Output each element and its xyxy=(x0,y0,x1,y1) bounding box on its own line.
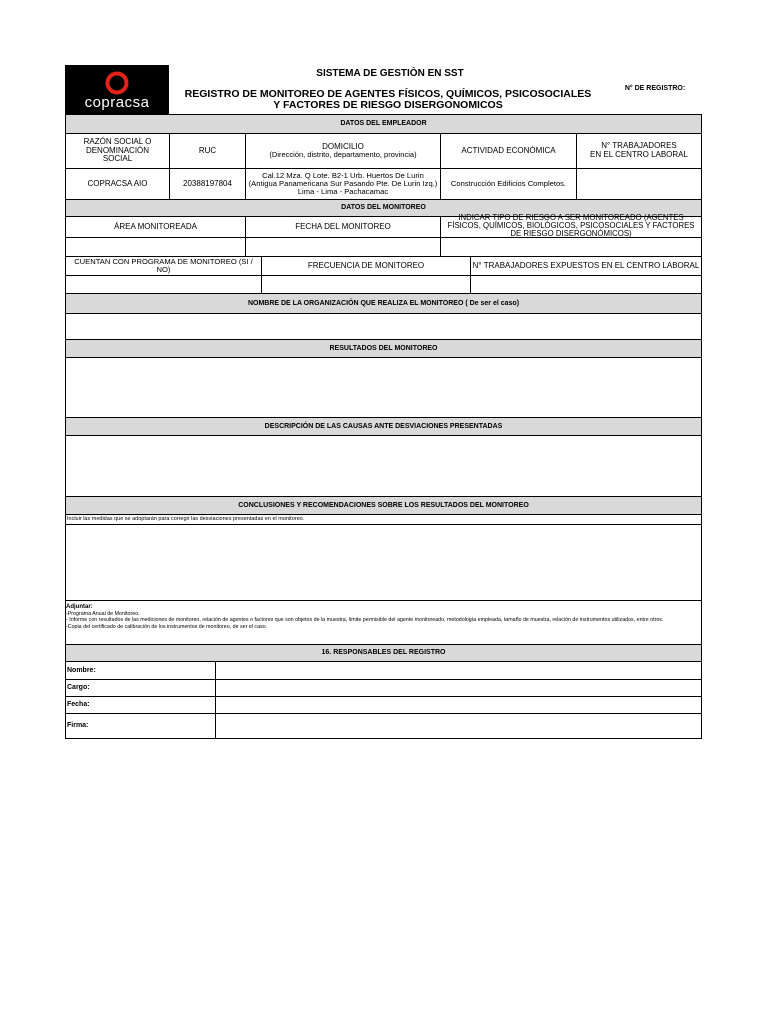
label-fecha: Fecha: xyxy=(67,701,90,709)
input-fecha-monitoreo[interactable] xyxy=(246,238,440,256)
input-causas[interactable] xyxy=(66,436,701,496)
header-trabajadores-line1: N° TRABAJADORES xyxy=(601,141,677,151)
company-logo xyxy=(65,65,169,114)
logo-wordmark: copracsa xyxy=(84,95,150,111)
input-tipo-riesgo[interactable] xyxy=(441,238,701,256)
header-razon-social: RAZÓN SOCIAL O DENOMINACIÓN SOCIAL xyxy=(83,136,152,164)
adjuntar-title: Adjuntar: xyxy=(66,604,93,610)
input-resultados[interactable] xyxy=(66,358,701,417)
input-programa-monitoreo[interactable] xyxy=(66,276,261,293)
value-ruc: 20388197804 xyxy=(183,178,232,188)
input-conclusiones[interactable] xyxy=(66,525,701,600)
label-nombre: Nombre: xyxy=(67,666,96,674)
registro-label: N° DE REGISTRO: xyxy=(624,85,686,93)
value-domicilio: Cal.12 Mza. Q Lote. B2-1 Urb. Huertos De Lurin (Antigua Panamericana Sur Pasando Pte. De Lurin Izq.) Lima - Lima - Pachacamac xyxy=(248,171,438,196)
section-title-conclusiones: CONCLUSIONES Y RECOMENDACIONES SOBRE LOS RESULTADOS DEL MONITOREO xyxy=(238,501,529,509)
input-area-monitoreada[interactable] xyxy=(66,238,245,256)
label-trabajadores-expuestos: N° TRABAJADORES EXPUESTOS EN EL CENTRO LABORAL xyxy=(472,260,700,270)
label-fecha-monitoreo: FECHA DEL MONITOREO xyxy=(295,221,391,231)
header-domicilio-label: DOMICILIO xyxy=(322,142,364,152)
label-cargo: Cargo: xyxy=(67,684,90,692)
label-frecuencia-monitoreo: FRECUENCIA DE MONITOREO xyxy=(307,260,425,270)
header-trabajadores-line2: EN EL CENTRO LABORAL xyxy=(590,150,688,159)
conclusiones-note: Incluir las medidas que se adoptarán para corregir las desviaciones presentadas en el monitoreo. xyxy=(67,515,305,522)
organizacion-title: NOMBRE DE LA ORGANIZACIÓN QUE REALIZA EL MONITOREO xyxy=(247,299,464,307)
input-cargo[interactable] xyxy=(216,680,701,696)
section-title-monitoreo: DATOS DEL MONITOREO xyxy=(341,204,426,212)
adjuntar-block xyxy=(66,604,700,642)
input-firma[interactable] xyxy=(216,714,701,738)
value-trabajadores[interactable] xyxy=(577,169,701,199)
input-nombre[interactable] xyxy=(216,662,701,679)
input-trabajadores-expuestos[interactable] xyxy=(471,276,701,293)
form-title-line2: Y FACTORES DE RIESGO DISERGONOMICOS xyxy=(273,100,503,112)
header-domicilio-sub: (Dirección, distrito, departamento, provincia) xyxy=(269,150,417,160)
header-actividad: ACTIVIDAD ECONÓMICA xyxy=(461,145,556,155)
header-trabajadores xyxy=(577,134,701,168)
input-frecuencia-monitoreo[interactable] xyxy=(262,276,470,293)
header-domicilio xyxy=(246,134,440,168)
section-title-resultados: RESULTADOS DEL MONITOREO xyxy=(329,344,438,352)
section-title-causas: DESCRIPCIÓN DE LAS CAUSAS ANTE DESVIACIONES PRESENTADAS xyxy=(264,422,503,430)
value-actividad: Construcción Edificios Completos. xyxy=(450,178,567,188)
section-title-organizacion xyxy=(66,294,701,313)
value-razon-social: COPRACSA AIO xyxy=(87,178,148,188)
header-ruc: RUC xyxy=(198,145,217,155)
adjuntar-item: -Programa Anual de Monitoreo. xyxy=(66,611,140,618)
organizacion-title-suffix: ( De ser el caso) xyxy=(465,299,520,307)
system-title: SISTEMA DE GESTIÒN EN SST xyxy=(316,67,464,79)
label-firma: Firma: xyxy=(67,722,89,730)
label-tipo-riesgo: INDICAR TIPO DE RIESGO A SER MONITOREADO (AGENTES FÍSICOS, QUÍMICOS, BIOLÓGICOS, PSICOSOCIALES Y FACTORES DE RIESGO DISERGONÓMICOS) xyxy=(447,213,695,238)
label-area-monitoreada: ÁREA MONITOREADA xyxy=(114,221,197,231)
input-organizacion[interactable] xyxy=(66,314,701,339)
label-programa-monitoreo: CUENTAN CON PROGRAMA DE MONITOREO (SI / NO) xyxy=(74,257,253,274)
adjuntar-item: -Copia del certificado de calibración de los instrumentos de monitoreo, de ser el caso. xyxy=(66,623,268,630)
input-fecha[interactable] xyxy=(216,697,701,713)
form-title-line1: REGISTRO DE MONITOREO DE AGENTES FÍSICOS, QUÍMICOS, PSICOSOCIALES xyxy=(184,88,592,100)
section-title-responsables: 16. RESPONSABLES DEL REGISTRO xyxy=(321,649,446,657)
adjuntar-item: - Informe con resultados de las mediciones de monitoreo, relación de agentes o factores que son objetos de la muestra, límite permisible del agente monitoreado, metodología empleada, tamaño de muestra, relación de instrumentos utilizados, entre otros. xyxy=(66,617,664,624)
section-title-empleador: DATOS DEL EMPLEADOR xyxy=(340,120,427,128)
